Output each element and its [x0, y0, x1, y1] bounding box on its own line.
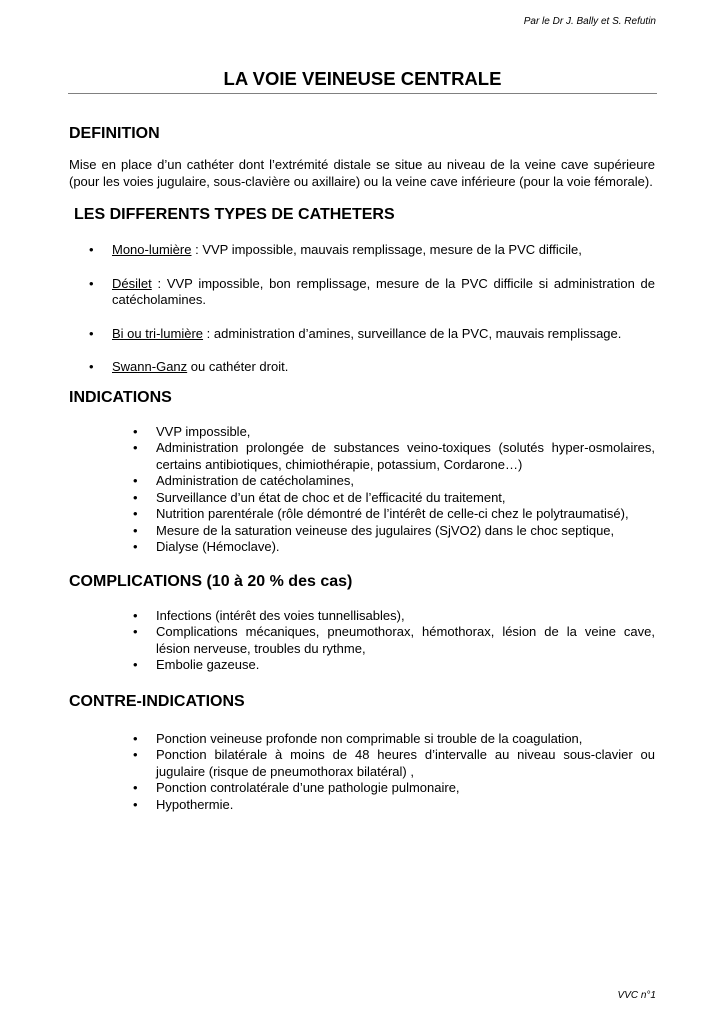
catheter-types-list: [69, 242, 655, 376]
list-item: • Embolie gazeuse.: [69, 657, 655, 674]
indications-heading: INDICATIONS: [69, 388, 172, 406]
contraindications-heading: CONTRE-INDICATIONS: [69, 692, 245, 710]
catheter-type-term: Bi ou tri-lumière: [112, 325, 204, 341]
list-item: • Surveillance d’un état de choc et de l’efficacité du traitement,: [69, 490, 655, 507]
list-item: • Administration de catécholamines,: [69, 473, 655, 490]
types-heading: LES DIFFERENTS TYPES DE CATHETERS: [74, 206, 395, 223]
list-item: • VVP impossible,: [69, 424, 655, 441]
list-item: [69, 359, 655, 376]
list-item: • Nutrition parentérale (rôle démontré de l’intérêt de celle-ci chez le polytraumatisé),: [69, 506, 655, 523]
complications-heading: COMPLICATIONS (10 à 20 % des cas): [69, 572, 353, 590]
list-item: • Hypothermie.: [69, 797, 655, 814]
catheter-type-term: Désilet: [112, 275, 152, 291]
list-item: • Complications mécaniques, pneumothorax, hémothorax, lésion de la veine cave, lésion nerveuse, troubles du rythme,: [69, 624, 655, 657]
list-item: • Administration prolongée de substances veino-toxiques (solutés hyper-osmolaires, certains antibiotiques, chimiothérapie, potassium, Cordarone…): [69, 440, 655, 473]
document-title: LA VOIE VEINEUSE CENTRALE: [68, 68, 657, 94]
catheter-type-term: Mono-lumière: [112, 242, 192, 257]
catheter-type-desc: : VVP impossible, mauvais remplissage, mesure de la PVC difficile,: [191, 242, 582, 257]
page-header-authors: Par le Dr J. Bally et S. Refutin: [523, 16, 656, 27]
list-item: • Ponction bilatérale à moins de 48 heures d’intervalle au niveau sous-clavier ou jugulaire (risque de pneumothorax bilatéral) ,: [69, 747, 655, 780]
list-item: • Dialyse (Hémoclave).: [69, 539, 655, 556]
list-item: • Ponction veineuse profonde non comprimable si trouble de la coagulation,: [69, 731, 655, 748]
list-item: • Ponction controlatérale d’une pathologie pulmonaire,: [69, 780, 655, 797]
list-item: [69, 276, 655, 309]
page-footer-label: VVC n°1: [617, 990, 656, 1001]
catheter-type-desc: : VVP impossible, bon remplissage, mesure de la PVC difficile si administration de catécholamines.: [112, 275, 655, 307]
catheter-type-desc: ou cathéter droit.: [187, 359, 289, 374]
list-item: [69, 242, 655, 259]
definition-heading: DEFINITION: [69, 125, 160, 142]
contraindications-list: [69, 731, 655, 814]
complications-list: [69, 608, 655, 674]
document-body: [69, 125, 655, 813]
definition-text: Mise en place d’un cathéter dont l’extrémité distale se situe au niveau de la veine cave supérieure (pour les voies jugulaire, sous-clavière ou axillaire) ou la veine cave inférieure (pour la voie fémorale).: [69, 157, 655, 189]
catheter-type-term: Swann-Ganz: [112, 359, 188, 374]
catheter-type-desc: : administration d’amines, surveillance de la PVC, mauvais remplissage.: [203, 325, 622, 341]
list-item: [69, 326, 655, 343]
list-item: • Infections (intérêt des voies tunnellisables),: [69, 608, 655, 625]
indications-list: [69, 424, 655, 556]
list-item: • Mesure de la saturation veineuse des jugulaires (SjVO2) dans le choc septique,: [69, 523, 655, 540]
